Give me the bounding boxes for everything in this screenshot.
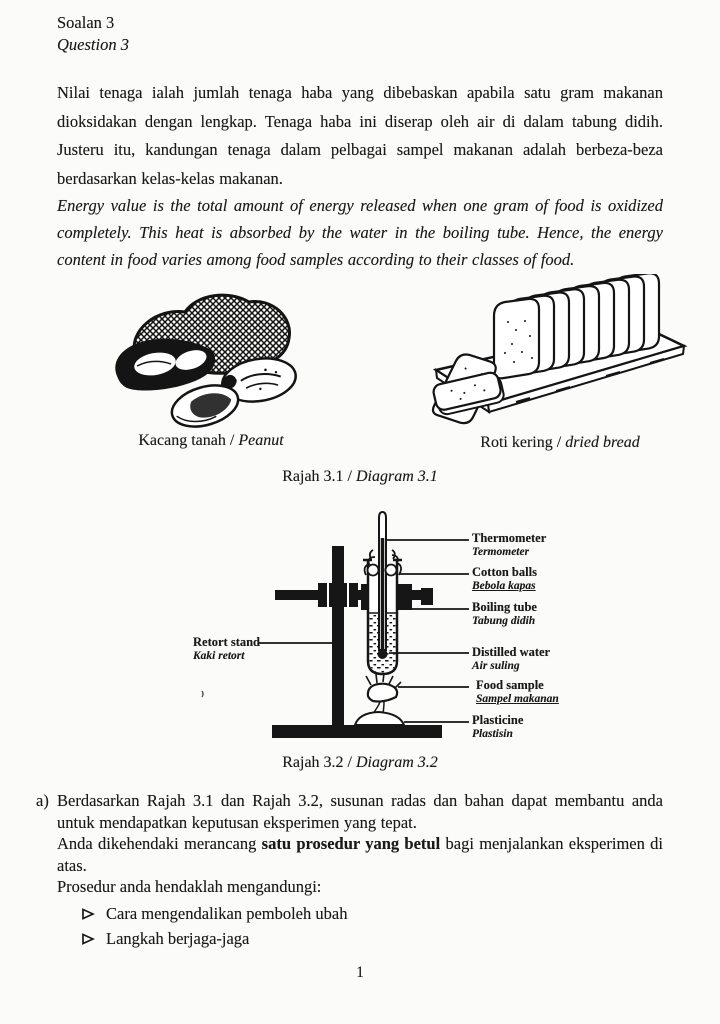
food-sample xyxy=(366,673,401,702)
bread-illustration xyxy=(426,274,694,432)
label-retort-stand-ms: Kaki retort xyxy=(193,649,245,662)
bullet-text: Langkah berjaga-jaga xyxy=(106,928,250,948)
intro-paragraph-malay: Nilai tenaga ialah jumlah tenaga haba yang dibebaskan apabila satu gram makanan dioksidakan dengan lengkap. Tenaga haba ini diserap oleh air di dalam tabung didih. Justeru itu, kandungan tenaga dalam pelbagai sampel makanan adalah berbeza-beza berdasarkan kelas-kelas makanan. xyxy=(57,83,663,188)
label-boiling-tube-en: Boiling tube xyxy=(472,600,537,614)
label-cotton-balls-ms: Bebola kapas xyxy=(472,579,536,592)
peanut-caption-english: Peanut xyxy=(238,432,284,449)
label-distilled-water-ms: Air suling xyxy=(472,659,520,672)
stray-scan-mark xyxy=(202,691,203,697)
diagram-3-2-caption-english: Diagram 3.2 xyxy=(355,754,438,771)
label-thermometer xyxy=(472,532,546,559)
question-a-paragraph-3: Prosedur anda hendaklah mengandungi: xyxy=(57,877,322,896)
question-a-marker: a) xyxy=(36,791,49,810)
label-cotton-balls-en: Cotton balls xyxy=(472,565,537,579)
diagram-3-1-caption xyxy=(0,468,720,486)
question-a-paragraph-1: Berdasarkan Rajah 3.1 dan Rajah 3.2, susunan radas dan bahan dapat membantu anda untuk mendapatkan keputusan eksperimen yang tepat. xyxy=(57,791,663,832)
peanut-caption xyxy=(105,432,317,450)
bread-caption-english: dried bread xyxy=(565,434,640,451)
label-retort-stand-en: Retort stand xyxy=(193,635,261,649)
intro-paragraph-english: Energy value is the total amount of energy released when one gram of food is oxidized completely. This heat is absorbed by the water in the boiling tube. Hence, the energy content in food varies among food samples according to their classes of food. xyxy=(57,196,663,269)
bullet-text: Cara mengendalikan pemboleh ubah xyxy=(106,903,348,923)
apparatus-drawing xyxy=(185,503,705,761)
question-a-p2-bold: satu prosedur yang betul xyxy=(261,834,441,853)
bread-caption xyxy=(426,434,694,452)
peanut-caption-malay: Kacang tanah / xyxy=(138,432,239,449)
label-distilled-water xyxy=(472,646,550,673)
arrow-bullet-icon xyxy=(81,908,95,920)
question-a-p2-prefix: Anda dikehendaki merancang xyxy=(57,834,262,853)
question-a-bullet-list xyxy=(57,901,663,951)
label-distilled-water-en: Distilled water xyxy=(472,645,551,659)
heading-malay: Soalan 3 xyxy=(57,13,115,32)
label-food-sample xyxy=(476,679,559,706)
bread-caption-malay: Roti kering / xyxy=(480,434,566,451)
leader-lines xyxy=(258,540,469,722)
label-plasticine xyxy=(472,714,523,741)
list-item xyxy=(81,926,663,951)
thermometer xyxy=(378,512,388,659)
question-a xyxy=(36,790,663,951)
diagram-3-1-caption-english: Diagram 3.1 xyxy=(355,468,438,485)
list-item xyxy=(81,901,663,926)
peanut-open-shell xyxy=(115,339,215,391)
label-retort-stand xyxy=(193,636,260,663)
label-food-sample-en: Food sample xyxy=(476,678,544,692)
label-boiling-tube xyxy=(472,601,537,628)
label-thermometer-ms: Termometer xyxy=(472,545,530,558)
question-heading xyxy=(57,12,129,56)
label-boiling-tube-ms: Tabung didih xyxy=(472,614,536,627)
question-a-p2-suffix: bagi menjalankan eksperimen di atas. xyxy=(57,834,663,875)
label-food-sample-ms: Sampel makanan xyxy=(476,692,559,705)
diagram-3-2-caption-malay: Rajah 3.2 / xyxy=(282,754,356,771)
question-a-paragraph-2 xyxy=(57,833,663,876)
apparatus-diagram xyxy=(185,503,705,761)
label-plasticine-en: Plasticine xyxy=(472,713,524,727)
diagram-3-1-caption-malay: Rajah 3.1 / xyxy=(282,468,356,485)
heading-english: Question 3 xyxy=(57,35,129,54)
arrow-bullet-icon xyxy=(81,933,95,945)
page-number: 1 xyxy=(356,964,364,981)
plasticine xyxy=(355,702,404,725)
label-cotton-balls xyxy=(472,566,537,593)
peanut-illustration xyxy=(105,280,317,428)
label-thermometer-en: Thermometer xyxy=(472,531,547,545)
diagram-3-2-caption xyxy=(0,754,720,772)
label-plasticine-ms: Plastisin xyxy=(472,727,513,740)
